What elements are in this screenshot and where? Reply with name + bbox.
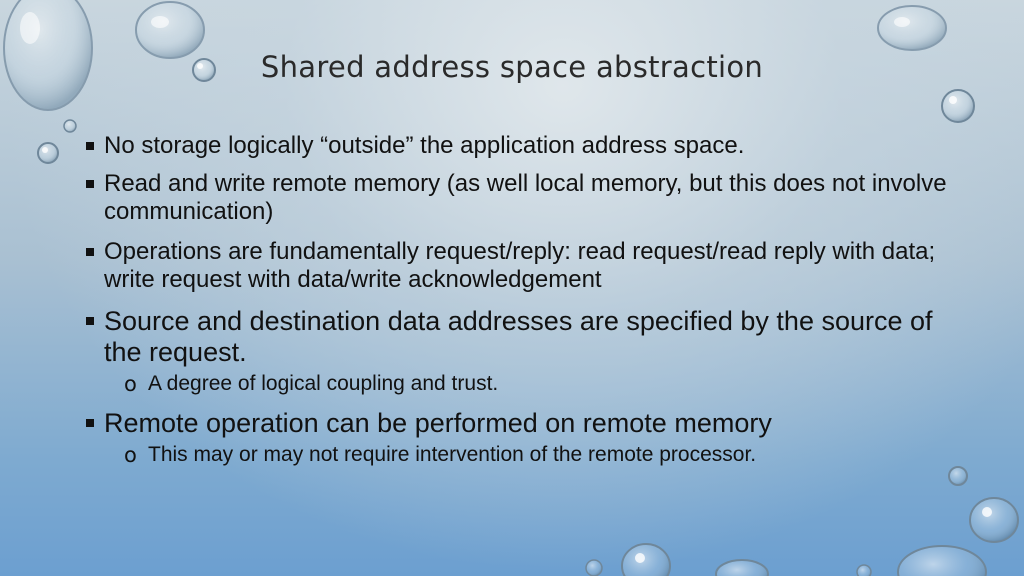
droplet-small-2 [64,120,76,132]
square-bullet-icon [86,317,94,325]
sub-bullet-item-2 [86,441,966,469]
bullet-item-4 [86,306,966,368]
bullet-item-2 [86,170,966,226]
square-bullet-icon [86,180,94,188]
bullet-item-3 [86,238,966,294]
sub-bullet-marker: o [124,443,137,467]
droplet-top-right [878,6,946,50]
droplet-bottom-1 [622,544,670,576]
droplet-bottom-3 [716,560,768,576]
bullet-item-5 [86,408,966,439]
droplet-small-3 [38,143,58,163]
slide-title: Shared address space abstraction [260,50,764,84]
square-bullet-icon [86,248,94,256]
bullet-item-1 [86,132,966,160]
slide-body [86,132,966,469]
bullet-text: Read and write remote memory (as well local memory, but this does not involve communication) [104,170,947,225]
bullet-text: Operations are fundamentally request/reply: read request/read reply with data; write request with data/write acknowledgement [104,238,936,293]
droplet-bottom-4 [857,565,871,576]
droplet-bottom-right [898,546,986,576]
droplet-right-3 [970,498,1018,542]
square-bullet-icon [86,419,94,427]
bullet-text: Source and destination data addresses are specified by the source of the request. [104,306,933,367]
droplet-right-1 [942,90,974,122]
sub-bullet-item-1 [86,370,966,398]
sub-bullet-text: A degree of logical coupling and trust. [148,372,499,395]
droplet-bottom-2 [586,560,602,576]
square-bullet-icon [86,142,94,150]
bullet-text: Remote operation can be performed on remote memory [104,408,772,438]
bullet-text: No storage logically “outside” the application address space. [104,132,745,159]
sub-bullet-text: This may or may not require intervention of the remote processor. [148,443,757,466]
droplet-right-2 [949,467,967,485]
sub-bullet-marker: o [124,372,137,396]
